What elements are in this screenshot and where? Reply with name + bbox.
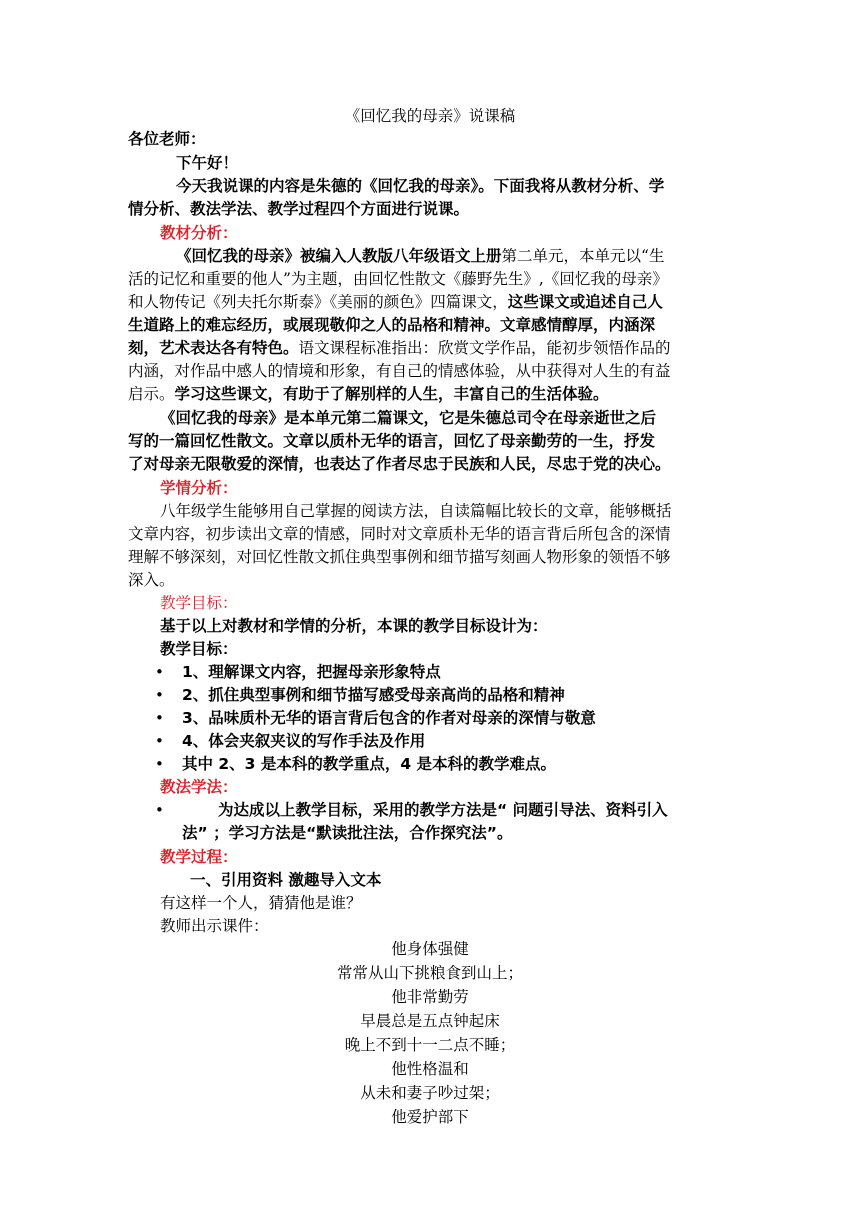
bullet-icon: •	[155, 801, 164, 819]
document-title: 《回忆我的母亲》说课稿	[344, 107, 516, 125]
poem-line-5: 晚上不到十一二点不睡；	[344, 1036, 516, 1054]
poem-line-6: 他性格温和	[391, 1060, 469, 1078]
intro-line-1: 今天我说课的内容是朱德的《回忆我的母亲》。下面我将从教材分析、学	[176, 177, 665, 195]
poem-line-1: 他身体强健	[391, 940, 469, 958]
poem-line-7: 从未和妻子吵过架；	[360, 1084, 500, 1102]
textbook-p1-line-2: 活的记忆和重要的他人”为主题，由回忆性散文《藤野先生》,《回忆我的母亲》	[128, 270, 668, 288]
bullet-icon: •	[155, 686, 164, 704]
poem-line-8: 他爱护部下	[391, 1108, 469, 1126]
goals-heading: 教学目标：	[160, 594, 238, 612]
poem-line-2: 常常从山下挑粮食到山上；	[336, 964, 523, 982]
bullet-icon: •	[155, 755, 164, 773]
goal-item-4: 4、体会夹叙夹议的写作手法及作用	[182, 732, 426, 750]
textbook-p1-line-1	[176, 244, 664, 268]
textbook-p1-line-7	[128, 382, 609, 406]
goal-item-3: 3、品味质朴无华的语言背后包含的作者对母亲的深情与敬意	[182, 709, 596, 727]
methods-line-2: 法” ；学习方法是“默读批注法，合作探究法”。	[182, 824, 513, 842]
goal-item-1: 1、理解课文内容，把握母亲形象特点	[182, 663, 441, 681]
textbook-p1-line-3-bold: 这些课文或追述自己人	[507, 293, 663, 311]
intro-line-2: 情分析、教法学法、教学过程四个方面进行说课。	[128, 200, 470, 218]
methods-heading: 教法学法：	[160, 778, 238, 796]
students-line-1: 八年级学生能够用自己掌握的阅读方法，自读篇幅比较长的文章，能够概括	[160, 502, 672, 520]
students-line-3: 理解不够深刻，对回忆性散文抓住典型事例和细节描写刻画人物形象的领悟不够	[128, 548, 671, 566]
students-line-2: 文章内容，初步读出文章的情感，同时对文章质朴无华的语言背后所包含的深情	[128, 525, 671, 543]
poem-line-4: 早晨总是五点钟起床	[360, 1012, 500, 1030]
greeting-hello: 下午好！	[176, 154, 239, 172]
methods-line-1: 为达成以上教学目标，采用的教学方法是“ 问题引导法、资料引入	[218, 801, 668, 819]
textbook-p1-line-7-normal: 启示。	[128, 385, 175, 403]
students-line-4: 深入。	[128, 571, 175, 589]
textbook-p1-line-3	[128, 290, 663, 314]
bullet-icon: •	[155, 732, 164, 750]
goal-item-5: 其中 2、3 是本科的教学重点，4 是本科的教学难点。	[182, 755, 557, 773]
textbook-p1-line-6: 内涵，对作品中感人的情境和形象，有自己的情感体验，从中获得对人生的有益	[128, 362, 671, 380]
textbook-p1-line-1-bold: 《回忆我的母亲》被编入人教版八年级语文上册	[176, 247, 502, 265]
greeting-address: 各位老师：	[128, 130, 206, 148]
process-step-1: 一、引用资料 激趣导入文本	[190, 871, 382, 889]
goals-lead: 基于以上对教材和学情的分析，本课的教学目标设计为：	[160, 617, 548, 635]
textbook-p1-line-1-rest: 第二单元，本单元以“生	[501, 247, 665, 265]
textbook-p1-line-5-rest: 语文课程标准指出：欣赏文学作品，能初步领悟作品的	[298, 339, 671, 357]
textbook-p1-line-4: 生道路上的难忘经历，或展现敬仰之人的品格和精神。文章感情醇厚，内涵深	[128, 316, 656, 334]
bullet-icon: •	[155, 663, 164, 681]
textbook-p1-line-5	[128, 336, 671, 360]
textbook-heading: 教材分析：	[160, 224, 238, 242]
textbook-p1-line-3-normal: 和人物传记《列夫托尔斯泰》《美丽的颜色》四篇课文，	[128, 293, 508, 311]
textbook-p1-line-5-bold: 刻，艺术表达各有特色。	[128, 339, 299, 357]
textbook-p1-line-7-bold: 学习这些课文，有助于了解别样的人生，丰富自己的生活体验。	[174, 385, 609, 403]
goal-item-2: 2、抓住典型事例和细节描写感受母亲高尚的品格和精神	[182, 686, 565, 704]
process-heading: 教学过程：	[160, 848, 238, 866]
students-heading: 学情分析：	[160, 479, 238, 497]
goals-subheading: 教学目标：	[160, 640, 238, 658]
textbook-p2-line-3: 了对母亲无限敬爱的深情，也表达了作者尽忠于民族和人民，尽忠于党的决心。	[128, 455, 671, 473]
textbook-p2-line-2: 写的一篇回忆性散文。文章以质朴无华的语言，回忆了母亲勤劳的一生，抒发	[128, 432, 656, 450]
process-show: 教师出示课件：	[160, 917, 269, 935]
bullet-icon: •	[155, 709, 164, 727]
process-question: 有这样一个人，猜猜他是谁？	[160, 894, 362, 912]
textbook-p2-line-1: 《回忆我的母亲》是本单元第二篇课文，它是朱德总司令在母亲逝世之后	[160, 409, 657, 427]
poem-line-3: 他非常勤劳	[391, 988, 469, 1006]
